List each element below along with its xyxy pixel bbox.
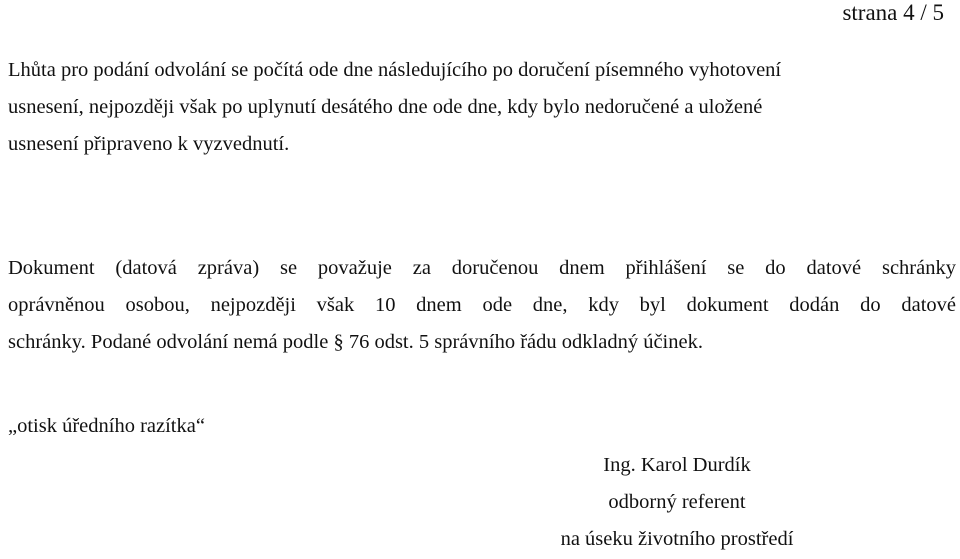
paragraph-line: Dokument (datová zpráva) se považuje za doručenou dnem přihlášení se do datové schránky (8, 257, 956, 279)
official-stamp-placeholder: „otisk úředního razítka“ (8, 415, 205, 437)
signatory-position: odborný referent (608, 491, 746, 513)
data-box-delivery-paragraph (8, 250, 956, 361)
paragraph-line: usnesení, nejpozději však po uplynutí desátého dne ode dne, kdy bylo nedoručené a uložené (8, 96, 763, 118)
paragraph-line: schránky. Podané odvolání nemá podle § 76 odst. 5 správního řádu odkladný účinek. (8, 331, 703, 353)
signatory-department: na úseku životního prostředí (560, 528, 794, 550)
page-number: strana 4 / 5 (842, 0, 944, 25)
appeal-deadline-paragraph (8, 52, 956, 163)
paragraph-line: oprávněnou osobou, nejpozději však 10 dnem ode dne, kdy byl dokument dodán do datové (8, 294, 956, 316)
paragraph-line: Lhůta pro podání odvolání se počítá ode dne následujícího po doručení písemného vyhotovení (8, 59, 782, 81)
signatory-name: Ing. Karol Durdík (603, 454, 751, 476)
signature-block (560, 447, 960, 558)
paragraph-line: usnesení připraveno k vyzvednutí. (8, 133, 290, 155)
